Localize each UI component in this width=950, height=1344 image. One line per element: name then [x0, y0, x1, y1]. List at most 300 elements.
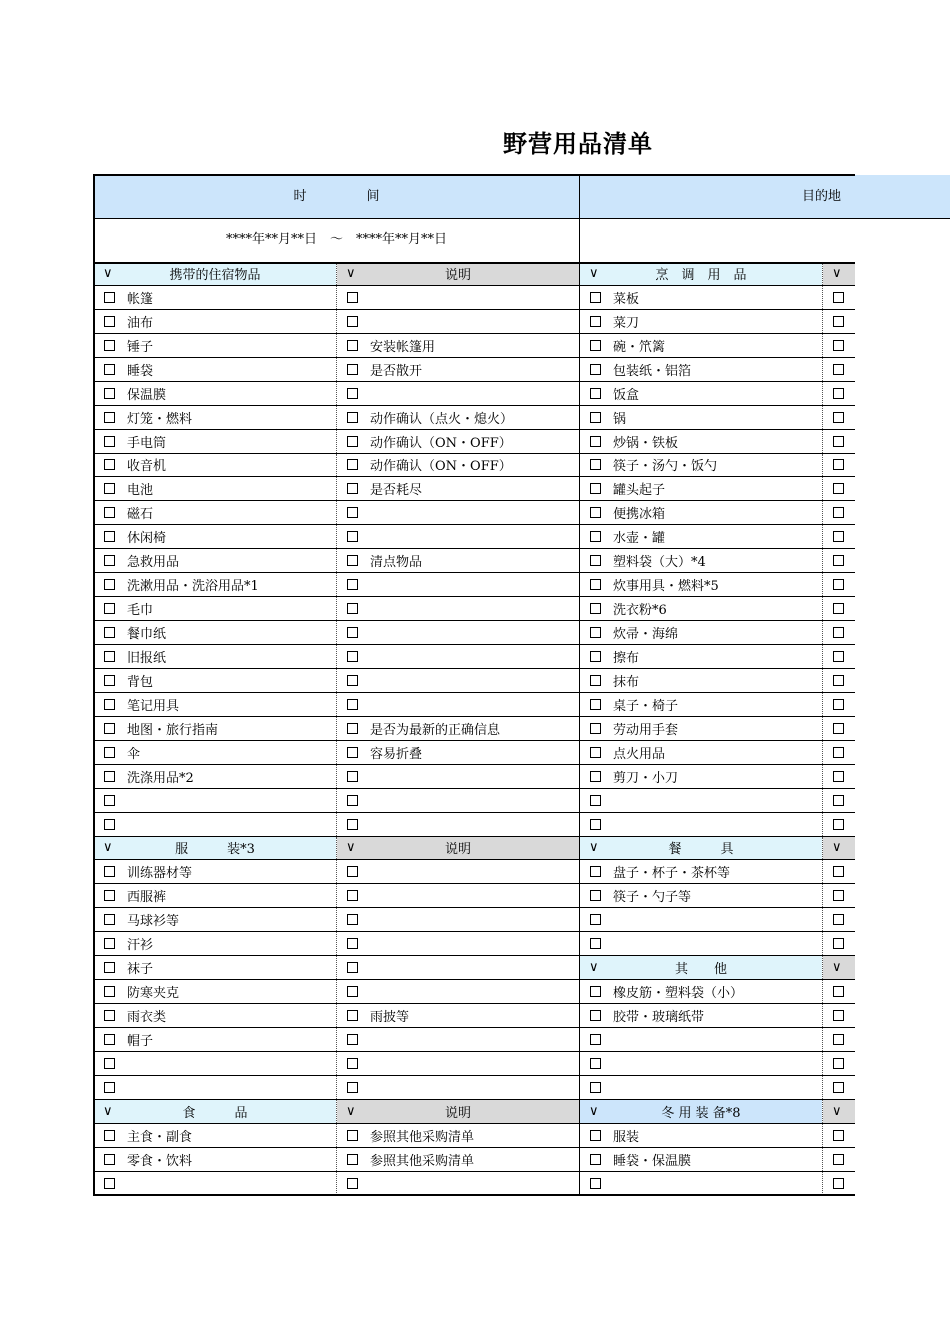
- checkbox[interactable]: [347, 1178, 358, 1189]
- checkbox[interactable]: [347, 866, 358, 877]
- checkbox[interactable]: [347, 890, 358, 901]
- column-divider: [336, 837, 337, 860]
- check-mark-icon: ∨: [832, 1103, 842, 1119]
- checkbox[interactable]: [833, 1034, 844, 1045]
- checkbox[interactable]: [104, 651, 115, 662]
- checkbox[interactable]: [104, 459, 115, 470]
- checkbox[interactable]: [590, 340, 601, 351]
- checkbox[interactable]: [590, 1058, 601, 1069]
- list-item: [580, 454, 822, 477]
- checkbox[interactable]: [104, 292, 115, 303]
- list-item: [580, 310, 822, 333]
- list-item: [94, 693, 336, 716]
- list-item: [337, 884, 579, 907]
- checkbox[interactable]: [347, 747, 358, 758]
- list-item: [94, 860, 336, 883]
- list-item: [823, 1028, 855, 1051]
- table-row: [94, 908, 855, 932]
- item-label: 训练器材等: [127, 866, 193, 882]
- table-row: [94, 286, 855, 310]
- checkbox[interactable]: [833, 914, 844, 925]
- checkbox[interactable]: [590, 531, 601, 542]
- list-item: [580, 286, 822, 309]
- column-divider: [822, 549, 823, 572]
- list-item: [94, 1148, 336, 1171]
- checkbox[interactable]: [104, 890, 115, 901]
- column-divider: [336, 1052, 337, 1075]
- item-label: 油布: [127, 315, 154, 331]
- list-item: [94, 501, 336, 524]
- list-item: [823, 573, 855, 596]
- checkbox[interactable]: [590, 436, 601, 447]
- table-row: [94, 645, 855, 669]
- checkbox[interactable]: [347, 1034, 358, 1045]
- column-divider: [822, 382, 823, 405]
- list-item: [823, 1052, 855, 1075]
- checkbox[interactable]: [590, 675, 601, 686]
- list-item: [580, 358, 822, 381]
- checkbox[interactable]: [347, 771, 358, 782]
- checkbox[interactable]: [347, 340, 358, 351]
- checkbox[interactable]: [347, 914, 358, 925]
- checklist-table: [94, 262, 855, 1196]
- list-item: [337, 717, 579, 740]
- table-row: [94, 789, 855, 813]
- checkbox[interactable]: [590, 1130, 601, 1141]
- list-item: [823, 789, 855, 812]
- list-item: [337, 382, 579, 405]
- check-mark-icon: ∨: [589, 840, 599, 856]
- checkbox[interactable]: [347, 962, 358, 973]
- list-item: [823, 382, 855, 405]
- check-mark-icon: ∨: [832, 840, 842, 856]
- item-label: 盘子・杯子・茶杯等: [613, 866, 731, 882]
- checkbox[interactable]: [833, 388, 844, 399]
- item-label: 动作确认（ON・OFF）: [370, 459, 512, 475]
- list-item: [94, 334, 336, 357]
- list-item: [337, 286, 579, 309]
- checkbox[interactable]: [590, 292, 601, 303]
- list-item: [580, 980, 822, 1003]
- checkbox[interactable]: [104, 914, 115, 925]
- list-item: [580, 501, 822, 524]
- item-label: 饭盒: [613, 387, 640, 403]
- checkbox[interactable]: [104, 627, 115, 638]
- list-item: [94, 932, 336, 955]
- list-item: [94, 597, 336, 620]
- checkbox[interactable]: [104, 531, 115, 542]
- checkbox[interactable]: [833, 531, 844, 542]
- list-item: [94, 956, 336, 979]
- column-divider: [822, 1076, 823, 1099]
- list-item: [823, 621, 855, 644]
- checkbox[interactable]: [590, 603, 601, 614]
- section-header: [580, 1100, 822, 1123]
- column-divider: [822, 1148, 823, 1171]
- column-divider: [822, 573, 823, 596]
- column-divider: [336, 1028, 337, 1051]
- column-divider: [336, 1100, 337, 1123]
- checkbox[interactable]: [833, 938, 844, 949]
- checkbox[interactable]: [833, 1010, 844, 1021]
- item-label: 洗衣粉*6: [613, 603, 667, 619]
- checkbox[interactable]: [590, 747, 601, 758]
- checkbox[interactable]: [104, 866, 115, 877]
- checkbox[interactable]: [590, 1082, 601, 1093]
- checkbox[interactable]: [104, 795, 115, 806]
- section-header: [580, 956, 822, 979]
- item-label: 手电筒: [127, 435, 167, 451]
- table-row: [94, 1172, 855, 1196]
- list-item: [94, 884, 336, 907]
- list-item: [823, 549, 855, 572]
- item-label: 背包: [127, 674, 154, 690]
- checkbox[interactable]: [833, 747, 844, 758]
- table-row: [94, 1028, 855, 1052]
- checkbox[interactable]: [347, 603, 358, 614]
- checkbox[interactable]: [590, 459, 601, 470]
- item-label: 睡袋・保温膜: [613, 1153, 692, 1169]
- list-item: [337, 621, 579, 644]
- section-header: [823, 837, 855, 860]
- checkbox[interactable]: [104, 1154, 115, 1165]
- column-divider: [822, 525, 823, 548]
- list-item: [337, 1172, 579, 1195]
- checkbox[interactable]: [590, 1154, 601, 1165]
- checkbox[interactable]: [347, 507, 358, 518]
- list-item: [337, 1124, 579, 1147]
- list-item: [823, 525, 855, 548]
- column-divider: [822, 908, 823, 931]
- checkbox[interactable]: [590, 316, 601, 327]
- checkbox[interactable]: [590, 938, 601, 949]
- checkbox[interactable]: [104, 1034, 115, 1045]
- checkbox[interactable]: [590, 986, 601, 997]
- checkbox[interactable]: [833, 819, 844, 830]
- list-item: [94, 1052, 336, 1075]
- list-item: [337, 358, 579, 381]
- checkbox[interactable]: [590, 579, 601, 590]
- list-item: [823, 454, 855, 477]
- trip-period[interactable]: ****年**月**日 ～ ****年**月**日: [225, 232, 447, 247]
- checkbox[interactable]: [104, 603, 115, 614]
- column-divider: [336, 597, 337, 620]
- section-title: 说明: [444, 267, 471, 283]
- checkbox[interactable]: [590, 795, 601, 806]
- checkbox[interactable]: [104, 483, 115, 494]
- checkbox[interactable]: [104, 962, 115, 973]
- column-divider: [822, 334, 823, 357]
- item-label: 帽子: [127, 1033, 154, 1049]
- checkbox[interactable]: [833, 866, 844, 877]
- checkbox[interactable]: [833, 340, 844, 351]
- column-divider: [822, 262, 823, 285]
- checkbox[interactable]: [104, 1058, 115, 1069]
- column-divider: [822, 501, 823, 524]
- list-item: [580, 789, 822, 812]
- checkbox[interactable]: [590, 507, 601, 518]
- list-item: [823, 693, 855, 716]
- list-item: [94, 813, 336, 836]
- check-mark-icon: ∨: [103, 265, 113, 281]
- checkbox[interactable]: [347, 483, 358, 494]
- checkbox[interactable]: [347, 1082, 358, 1093]
- check-mark-icon: ∨: [832, 265, 842, 281]
- checkbox[interactable]: [833, 555, 844, 566]
- item-label: 炊帚・海绵: [613, 627, 679, 643]
- checkbox[interactable]: [347, 292, 358, 303]
- table-row: [94, 884, 855, 908]
- table-row: [94, 765, 855, 789]
- column-divider: [336, 334, 337, 357]
- list-item: [580, 1076, 822, 1099]
- item-label: 是否为最新的正确信息: [370, 722, 501, 738]
- list-item: [580, 1148, 822, 1171]
- table-row: [94, 1124, 855, 1148]
- table-row: [94, 956, 855, 980]
- checkbox[interactable]: [833, 579, 844, 590]
- column-divider: [336, 980, 337, 1003]
- checkbox[interactable]: [104, 388, 115, 399]
- item-label: 参照其他采购清单: [370, 1153, 475, 1169]
- checkbox[interactable]: [104, 579, 115, 590]
- column-divider: [336, 669, 337, 692]
- checkbox[interactable]: [104, 1010, 115, 1021]
- column-divider: [822, 430, 823, 453]
- list-item: [94, 310, 336, 333]
- list-item: [337, 813, 579, 836]
- list-item: [94, 765, 336, 788]
- checkbox[interactable]: [833, 771, 844, 782]
- checkbox[interactable]: [347, 1058, 358, 1069]
- checkbox[interactable]: [833, 364, 844, 375]
- list-item: [580, 1124, 822, 1147]
- section-header: [337, 837, 579, 860]
- checkbox[interactable]: [347, 795, 358, 806]
- checkbox[interactable]: [590, 1010, 601, 1021]
- checkbox[interactable]: [833, 675, 844, 686]
- item-label: 包装纸・铝箔: [613, 363, 692, 379]
- list-item: [580, 1028, 822, 1051]
- column-divider: [822, 358, 823, 381]
- checkbox[interactable]: [347, 388, 358, 399]
- checkbox[interactable]: [833, 292, 844, 303]
- checkbox[interactable]: [104, 364, 115, 375]
- checkbox[interactable]: [347, 723, 358, 734]
- checkbox[interactable]: [104, 436, 115, 447]
- item-label: 餐巾纸: [127, 627, 167, 643]
- column-divider: [336, 741, 337, 764]
- column-divider: [822, 789, 823, 812]
- checkbox[interactable]: [347, 1130, 358, 1141]
- item-label: 炒锅・铁板: [613, 435, 679, 451]
- item-label: 收音机: [127, 459, 167, 475]
- checkbox[interactable]: [590, 1178, 601, 1189]
- checkbox[interactable]: [833, 436, 844, 447]
- checkbox[interactable]: [347, 316, 358, 327]
- list-item: [337, 980, 579, 1003]
- list-item: [337, 310, 579, 333]
- item-label: 洗漱用品・洗浴用品*1: [127, 579, 259, 595]
- checkbox[interactable]: [347, 531, 358, 542]
- list-item: [580, 860, 822, 883]
- item-label: 汗衫: [127, 938, 154, 954]
- checkbox[interactable]: [833, 986, 844, 997]
- checkbox[interactable]: [590, 364, 601, 375]
- checkbox[interactable]: [833, 651, 844, 662]
- column-divider: [822, 621, 823, 644]
- list-item: [823, 932, 855, 955]
- checkbox[interactable]: [347, 675, 358, 686]
- checkbox[interactable]: [104, 723, 115, 734]
- checkbox[interactable]: [590, 866, 601, 877]
- item-label: 菜刀: [613, 315, 640, 331]
- list-item: [823, 406, 855, 429]
- checkbox[interactable]: [347, 1154, 358, 1165]
- column-divider: [822, 1004, 823, 1027]
- checkbox[interactable]: [833, 1154, 844, 1165]
- item-label: 主食・副食: [127, 1129, 193, 1145]
- checkbox[interactable]: [833, 1082, 844, 1093]
- item-label: 动作确认（点火・熄火）: [370, 411, 514, 427]
- checkbox[interactable]: [833, 507, 844, 518]
- checkbox[interactable]: [590, 651, 601, 662]
- checkbox[interactable]: [590, 699, 601, 710]
- checkbox[interactable]: [590, 723, 601, 734]
- column-divider: [822, 765, 823, 788]
- list-item: [94, 645, 336, 668]
- list-item: [823, 813, 855, 836]
- checkbox[interactable]: [347, 579, 358, 590]
- checkbox[interactable]: [347, 627, 358, 638]
- check-mark-icon: ∨: [589, 960, 599, 976]
- checkbox[interactable]: [104, 1082, 115, 1093]
- checkbox[interactable]: [104, 986, 115, 997]
- list-item: [823, 286, 855, 309]
- list-item: [823, 358, 855, 381]
- checkbox[interactable]: [347, 364, 358, 375]
- checkbox[interactable]: [104, 412, 115, 423]
- list-item: [94, 430, 336, 453]
- checkbox[interactable]: [833, 459, 844, 470]
- item-label: 水壶・罐: [613, 531, 666, 547]
- checkbox[interactable]: [104, 507, 115, 518]
- item-label: 菜板: [613, 291, 640, 307]
- list-item: [823, 1148, 855, 1171]
- checkbox[interactable]: [833, 890, 844, 901]
- check-mark-icon: ∨: [103, 840, 113, 856]
- checkbox[interactable]: [590, 1034, 601, 1045]
- checkbox[interactable]: [104, 938, 115, 949]
- checkbox[interactable]: [833, 412, 844, 423]
- checkbox[interactable]: [347, 412, 358, 423]
- checkbox[interactable]: [833, 699, 844, 710]
- table-row: [94, 430, 855, 454]
- check-mark-icon: ∨: [103, 1103, 113, 1119]
- checkbox[interactable]: [833, 316, 844, 327]
- list-item: [580, 1172, 822, 1195]
- column-divider: [336, 430, 337, 453]
- list-item: [580, 406, 822, 429]
- table-row: [94, 382, 855, 406]
- checkbox[interactable]: [590, 555, 601, 566]
- checkbox[interactable]: [833, 1178, 844, 1189]
- checkbox[interactable]: [104, 316, 115, 327]
- checkbox[interactable]: [833, 795, 844, 806]
- item-label: 点火用品: [613, 746, 666, 762]
- list-item: [823, 717, 855, 740]
- checkbox[interactable]: [347, 459, 358, 470]
- item-label: 碗・笊篱: [613, 339, 666, 355]
- column-divider: [822, 597, 823, 620]
- item-label: 防寒夹克: [127, 986, 180, 1002]
- checkbox[interactable]: [104, 1130, 115, 1141]
- checkbox[interactable]: [104, 699, 115, 710]
- checkbox[interactable]: [347, 938, 358, 949]
- checkbox[interactable]: [833, 483, 844, 494]
- checkbox[interactable]: [833, 603, 844, 614]
- checkbox[interactable]: [590, 412, 601, 423]
- item-label: 炊事用具・燃料*5: [613, 579, 719, 595]
- checkbox[interactable]: [833, 1130, 844, 1141]
- column-divider: [336, 1172, 337, 1195]
- checkbox[interactable]: [347, 555, 358, 566]
- checkbox[interactable]: [590, 483, 601, 494]
- column-divider: [822, 860, 823, 883]
- checkbox[interactable]: [347, 651, 358, 662]
- checkbox[interactable]: [104, 771, 115, 782]
- list-item: [580, 693, 822, 716]
- item-label: 桌子・椅子: [613, 698, 679, 714]
- checkbox[interactable]: [833, 1058, 844, 1069]
- checkbox[interactable]: [104, 1178, 115, 1189]
- list-item: [580, 741, 822, 764]
- checkbox[interactable]: [590, 771, 601, 782]
- section-header: [823, 1100, 855, 1123]
- checkbox[interactable]: [104, 747, 115, 758]
- checkbox[interactable]: [590, 914, 601, 925]
- checkbox[interactable]: [347, 436, 358, 447]
- checkbox[interactable]: [104, 555, 115, 566]
- checkbox[interactable]: [347, 699, 358, 710]
- column-divider: [822, 1100, 823, 1123]
- checkbox[interactable]: [590, 890, 601, 901]
- checkbox[interactable]: [104, 675, 115, 686]
- section-header: [580, 837, 822, 860]
- list-item: [337, 1028, 579, 1051]
- checkbox[interactable]: [347, 1010, 358, 1021]
- checkbox[interactable]: [590, 627, 601, 638]
- checkbox[interactable]: [590, 819, 601, 830]
- checkbox[interactable]: [104, 340, 115, 351]
- list-item: [823, 741, 855, 764]
- checkbox[interactable]: [833, 723, 844, 734]
- list-item: [823, 501, 855, 524]
- item-label: 零食・饮料: [127, 1153, 193, 1169]
- item-label: 灯笼・燃料: [127, 411, 193, 427]
- checkbox[interactable]: [347, 819, 358, 830]
- section-header: [94, 1100, 336, 1123]
- checkbox[interactable]: [833, 627, 844, 638]
- item-label: 急救用品: [127, 555, 180, 571]
- checkbox[interactable]: [104, 819, 115, 830]
- check-mark-icon: ∨: [589, 265, 599, 281]
- checkbox[interactable]: [347, 986, 358, 997]
- list-item: [337, 454, 579, 477]
- checkbox[interactable]: [590, 388, 601, 399]
- list-item: [337, 477, 579, 500]
- list-item: [94, 406, 336, 429]
